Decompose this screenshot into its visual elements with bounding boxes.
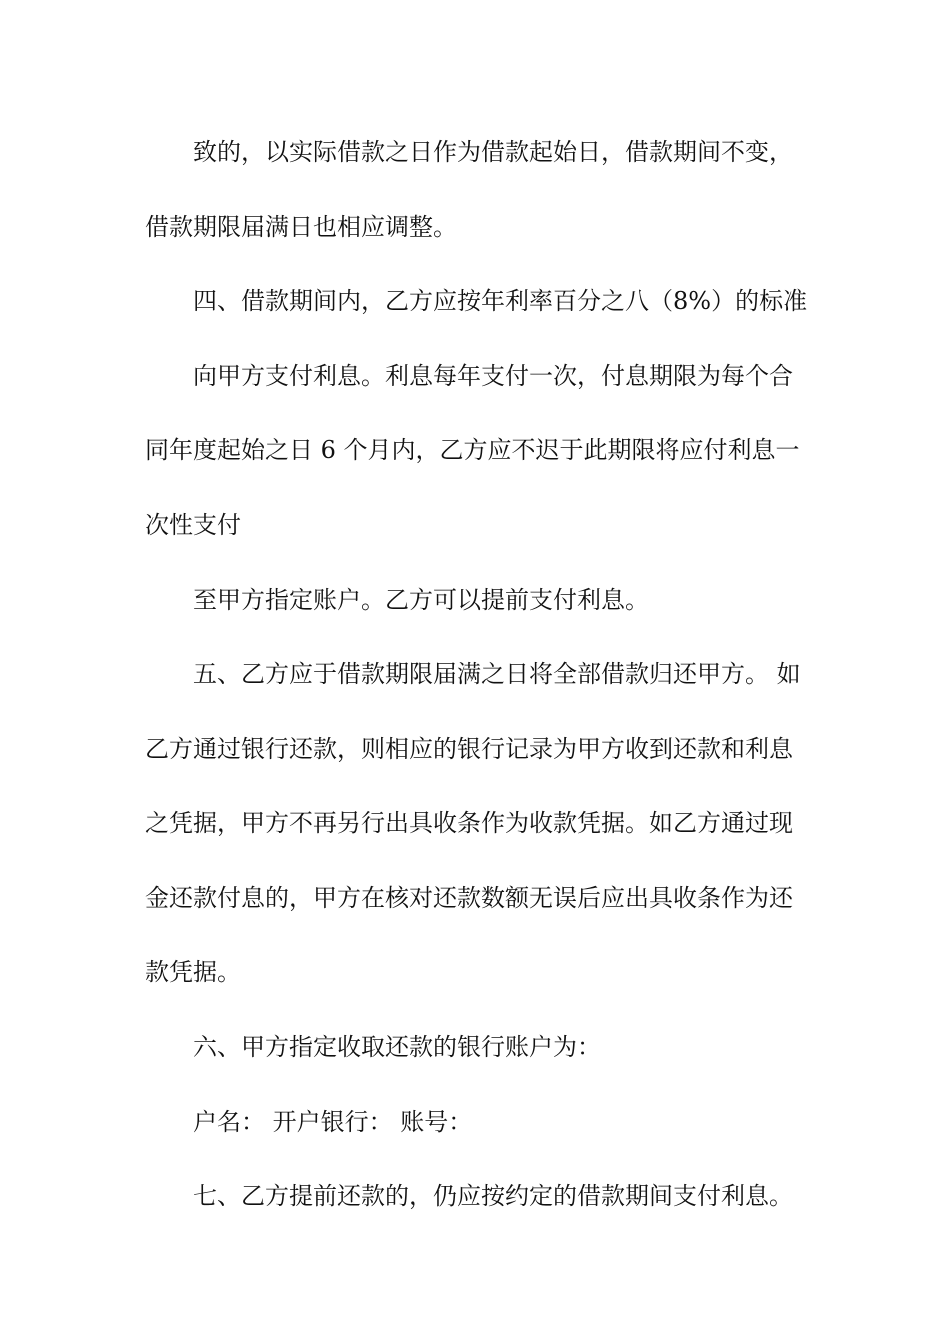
text-line: 向甲方支付利息。利息每年支付一次，付息期限为每个合 xyxy=(193,362,793,390)
text-line: 金还款付息的，甲方在核对还款数额无误后应出具收条作为还 xyxy=(145,884,793,912)
text-line: 至甲方指定账户。乙方可以提前支付利息。 xyxy=(193,586,649,614)
text-line: 五、乙方应于借款期限届满之日将全部借款归还甲方。 如 xyxy=(193,660,801,688)
text-line: 同年度起始之日 6 个月内，乙方应不迟于此期限将应付利息一 xyxy=(145,436,800,464)
text-line: 四、借款期间内，乙方应按年利率百分之八（8%）的标准 xyxy=(193,287,808,315)
text-line: 次性支付 xyxy=(145,511,241,539)
text-line: 乙方通过银行还款，则相应的银行记录为甲方收到还款和利息 xyxy=(145,735,793,763)
text-line: 致的，以实际借款之日作为借款起始日，借款期间不变， xyxy=(193,138,793,166)
text-line: 户名： 开户银行： 账号： xyxy=(193,1108,473,1136)
text-line: 借款期限届满日也相应调整。 xyxy=(145,213,457,241)
text-line: 七、乙方提前还款的，仍应按约定的借款期间支付利息。 xyxy=(193,1182,793,1210)
text-line: 六、甲方指定收取还款的银行账户为： xyxy=(193,1033,601,1061)
text-line: 款凭据。 xyxy=(145,958,241,986)
text-line: 之凭据，甲方不再另行出具收条作为收款凭据。如乙方通过现 xyxy=(145,809,793,837)
